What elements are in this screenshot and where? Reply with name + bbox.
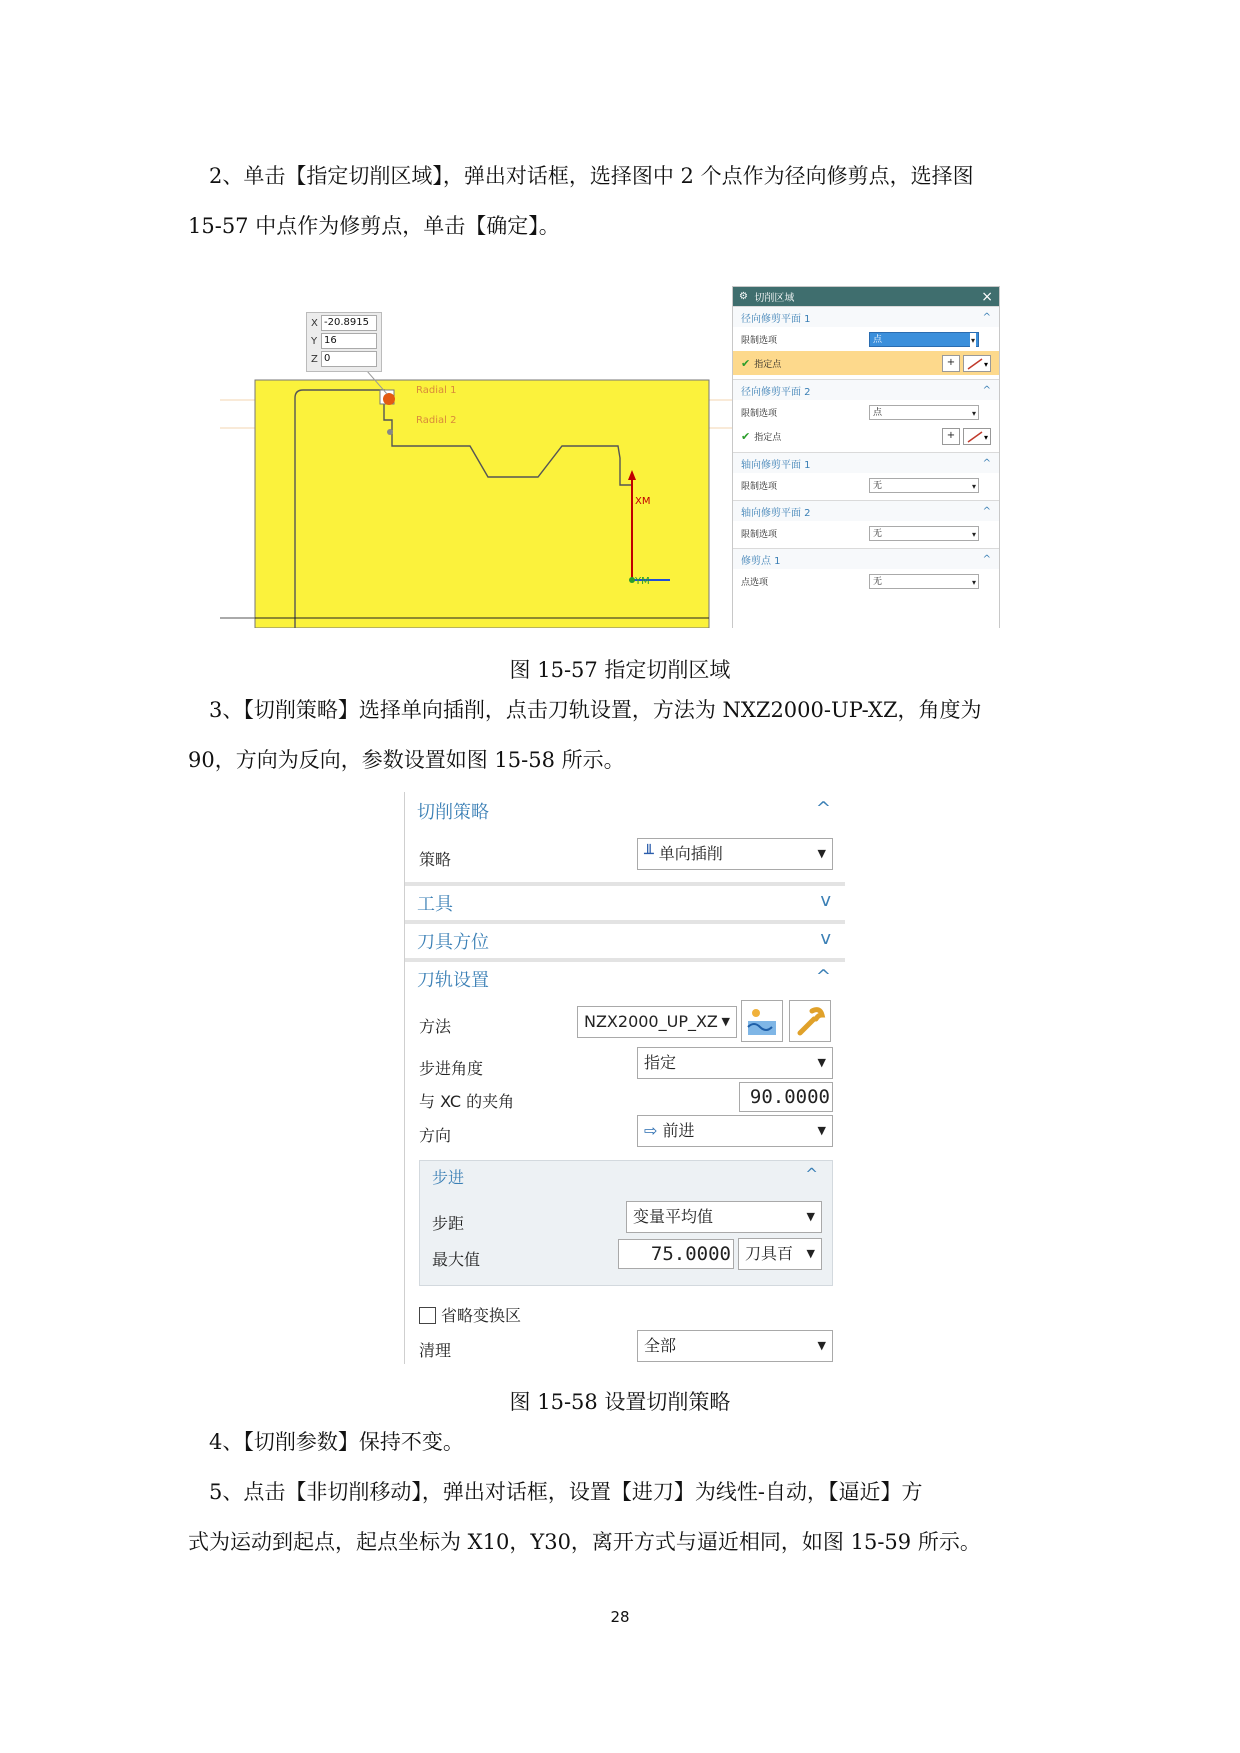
paragraph-step3-line1: 3、【切削策略】选择单向插削，点击刀轨设置，方法为 NXZ2000-UP-XZ，角度为 bbox=[209, 698, 982, 722]
section-tool[interactable]: 工具 v bbox=[417, 890, 831, 915]
figure-15-57-caption: 图 15-57 指定切削区域 bbox=[509, 658, 731, 682]
step-angle-label: 步进角度 bbox=[419, 1059, 484, 1078]
radial-trim-plane-2-section: 径向修剪平面 2 ^ 限制选项 点 ▾ ✔ 指定点 + ▾ bbox=[733, 379, 999, 448]
edit-method-button[interactable] bbox=[741, 1000, 783, 1042]
figure-15-57 bbox=[220, 280, 1020, 628]
section-stepover[interactable]: 步进 ^ bbox=[432, 1165, 818, 1187]
chevron-up-icon[interactable]: ^ bbox=[815, 798, 831, 819]
radial1-label: Radial 1 bbox=[416, 385, 457, 396]
close-icon[interactable]: × bbox=[981, 288, 993, 305]
paragraph-step5-line2: 式为运动到起点，起点坐标为 X10，Y30，离开方式与逼近相同，如图 15-59 所示。 bbox=[188, 1530, 981, 1554]
paragraph-step3-line2: 90，方向为反向，参数设置如图 15-58 所示。 bbox=[188, 748, 625, 772]
section-tool-orientation[interactable]: 刀具方位 v bbox=[417, 928, 831, 953]
point-dialog-button[interactable]: + bbox=[942, 428, 960, 445]
paragraph-step2-line2: 15-57 中点作为修剪点，单击【确定】。 bbox=[188, 214, 560, 238]
chevron-up-icon[interactable]: ^ bbox=[815, 966, 831, 987]
method-label: 方法 bbox=[419, 1017, 452, 1036]
stepover-group bbox=[419, 1160, 833, 1286]
method-edit-icon bbox=[742, 1001, 782, 1041]
figure-15-58-caption: 图 15-58 设置切削策略 bbox=[509, 1390, 731, 1414]
section-path-settings[interactable]: 刀轨设置 ^ bbox=[417, 966, 831, 991]
cut-region-dialog bbox=[732, 286, 1000, 628]
section-header[interactable]: 轴向修剪平面 1 ^ bbox=[733, 452, 999, 473]
step-angle-dropdown[interactable]: 指定 ▼ bbox=[637, 1047, 833, 1079]
wrench-icon bbox=[790, 1001, 830, 1041]
chevron-down-icon[interactable]: v bbox=[820, 928, 831, 949]
strategy-dropdown[interactable]: ╨ 单向插削 ▼ bbox=[637, 838, 833, 870]
cleanup-dropdown[interactable]: 全部 ▼ bbox=[637, 1330, 833, 1362]
chevron-up-icon[interactable]: ^ bbox=[805, 1165, 818, 1183]
max-value-label: 最大值 bbox=[432, 1250, 481, 1269]
axial-trim-plane-2-section: 轴向修剪平面 2 ^ 限制选项 无 ▾ bbox=[733, 500, 999, 545]
plunge-icon: ╨ bbox=[644, 844, 654, 863]
omit-transition-checkbox[interactable] bbox=[419, 1307, 436, 1324]
x-coordinate-field[interactable]: -20.8915 bbox=[321, 315, 377, 331]
dialog-title: 切削区域 bbox=[754, 293, 795, 304]
chevron-down-icon[interactable]: v bbox=[820, 890, 831, 911]
z-coordinate-field[interactable]: 0 bbox=[321, 351, 377, 367]
direction-dropdown[interactable]: ⇨ 前进 ▼ bbox=[637, 1115, 833, 1147]
strategy-label: 策略 bbox=[419, 850, 452, 869]
limit-option-select[interactable]: 无 ▾ bbox=[869, 478, 979, 493]
stepover-label: 步距 bbox=[432, 1214, 465, 1233]
section-header[interactable]: 轴向修剪平面 2 ^ bbox=[733, 500, 999, 521]
max-value-input[interactable]: 75.0000 bbox=[618, 1239, 734, 1269]
coordinate-input-box: X -20.8915 Y 16 Z 0 bbox=[306, 312, 382, 372]
paragraph-step4: 4、【切削参数】保持不变。 bbox=[209, 1430, 464, 1454]
omit-transition-label: 省略变换区 bbox=[441, 1306, 522, 1325]
svg-text:▾: ▾ bbox=[984, 432, 989, 442]
chevron-up-icon[interactable]: ^ bbox=[982, 553, 991, 565]
part-drawing bbox=[220, 280, 740, 628]
radial-trim-plane-1-section: 径向修剪平面 1 ^ 限制选项 点 ▾ ✔ 指定点 + ▾ bbox=[733, 306, 999, 375]
method-dropdown[interactable]: NZX2000_UP_XZ ▼ bbox=[577, 1006, 737, 1038]
point-dialog-button[interactable]: + bbox=[942, 355, 960, 372]
max-unit-dropdown[interactable]: 刀具百 ▼ bbox=[738, 1238, 822, 1270]
graphics-viewport bbox=[220, 280, 740, 628]
paragraph-step5-line1: 5、点击【非切削移动】，弹出对话框，设置【进刀】为线性-自动，【逼近】方 bbox=[209, 1480, 923, 1504]
display-settings-button[interactable] bbox=[789, 1000, 831, 1042]
inferred-point-button[interactable] bbox=[963, 355, 991, 372]
chevron-up-icon[interactable]: ^ bbox=[982, 384, 991, 396]
chevron-up-icon[interactable]: ^ bbox=[982, 311, 991, 323]
cut-strategy-panel bbox=[404, 792, 847, 1364]
limit-option-select[interactable]: 点 ▾ bbox=[869, 405, 979, 420]
page-number: 28 bbox=[610, 1608, 630, 1626]
limit-option-select[interactable]: 无 ▾ bbox=[869, 526, 979, 541]
arrow-right-icon: ⇨ bbox=[644, 1121, 658, 1140]
section-header[interactable]: 修剪点 1 ^ bbox=[733, 548, 999, 569]
checkmark-icon: ✔ bbox=[741, 356, 751, 370]
dialog-titlebar bbox=[733, 287, 999, 306]
point-option-select[interactable]: 无 ▾ bbox=[869, 574, 979, 589]
svg-text:▾: ▾ bbox=[984, 359, 989, 369]
trim-point-1-section: 修剪点 1 ^ 点选项 无 ▾ bbox=[733, 548, 999, 593]
checkmark-icon: ✔ bbox=[741, 429, 751, 443]
paragraph-step2-line1: 2、单击【指定切削区域】，弹出对话框，选择图中 2 个点作为径向修剪点，选择图 bbox=[209, 164, 974, 188]
xm-axis-label: XM bbox=[635, 496, 651, 507]
cleanup-label: 清理 bbox=[419, 1341, 452, 1360]
direction-label: 方向 bbox=[419, 1126, 452, 1145]
chevron-up-icon[interactable]: ^ bbox=[982, 505, 991, 517]
y-coordinate-field[interactable]: 16 bbox=[321, 333, 377, 349]
limit-option-select[interactable]: 点 ▾ bbox=[869, 332, 979, 347]
radial2-label: Radial 2 bbox=[416, 415, 457, 426]
section-header[interactable]: 径向修剪平面 1 ^ bbox=[733, 306, 999, 327]
chevron-up-icon[interactable]: ^ bbox=[982, 457, 991, 469]
section-cut-strategy[interactable]: 切削策略 ^ bbox=[417, 798, 831, 823]
ym-axis-label: YM bbox=[635, 576, 650, 587]
xc-angle-label: 与 XC 的夹角 bbox=[419, 1092, 515, 1111]
axial-trim-plane-1-section: 轴向修剪平面 1 ^ 限制选项 无 ▾ bbox=[733, 452, 999, 497]
stepover-dropdown[interactable]: 变量平均值 ▼ bbox=[626, 1201, 822, 1233]
section-header[interactable]: 径向修剪平面 2 ^ bbox=[733, 379, 999, 400]
inferred-point-button[interactable] bbox=[963, 428, 991, 445]
xc-angle-input[interactable]: 90.0000 bbox=[739, 1082, 833, 1112]
gear-icon[interactable]: ⚙ bbox=[739, 291, 748, 302]
